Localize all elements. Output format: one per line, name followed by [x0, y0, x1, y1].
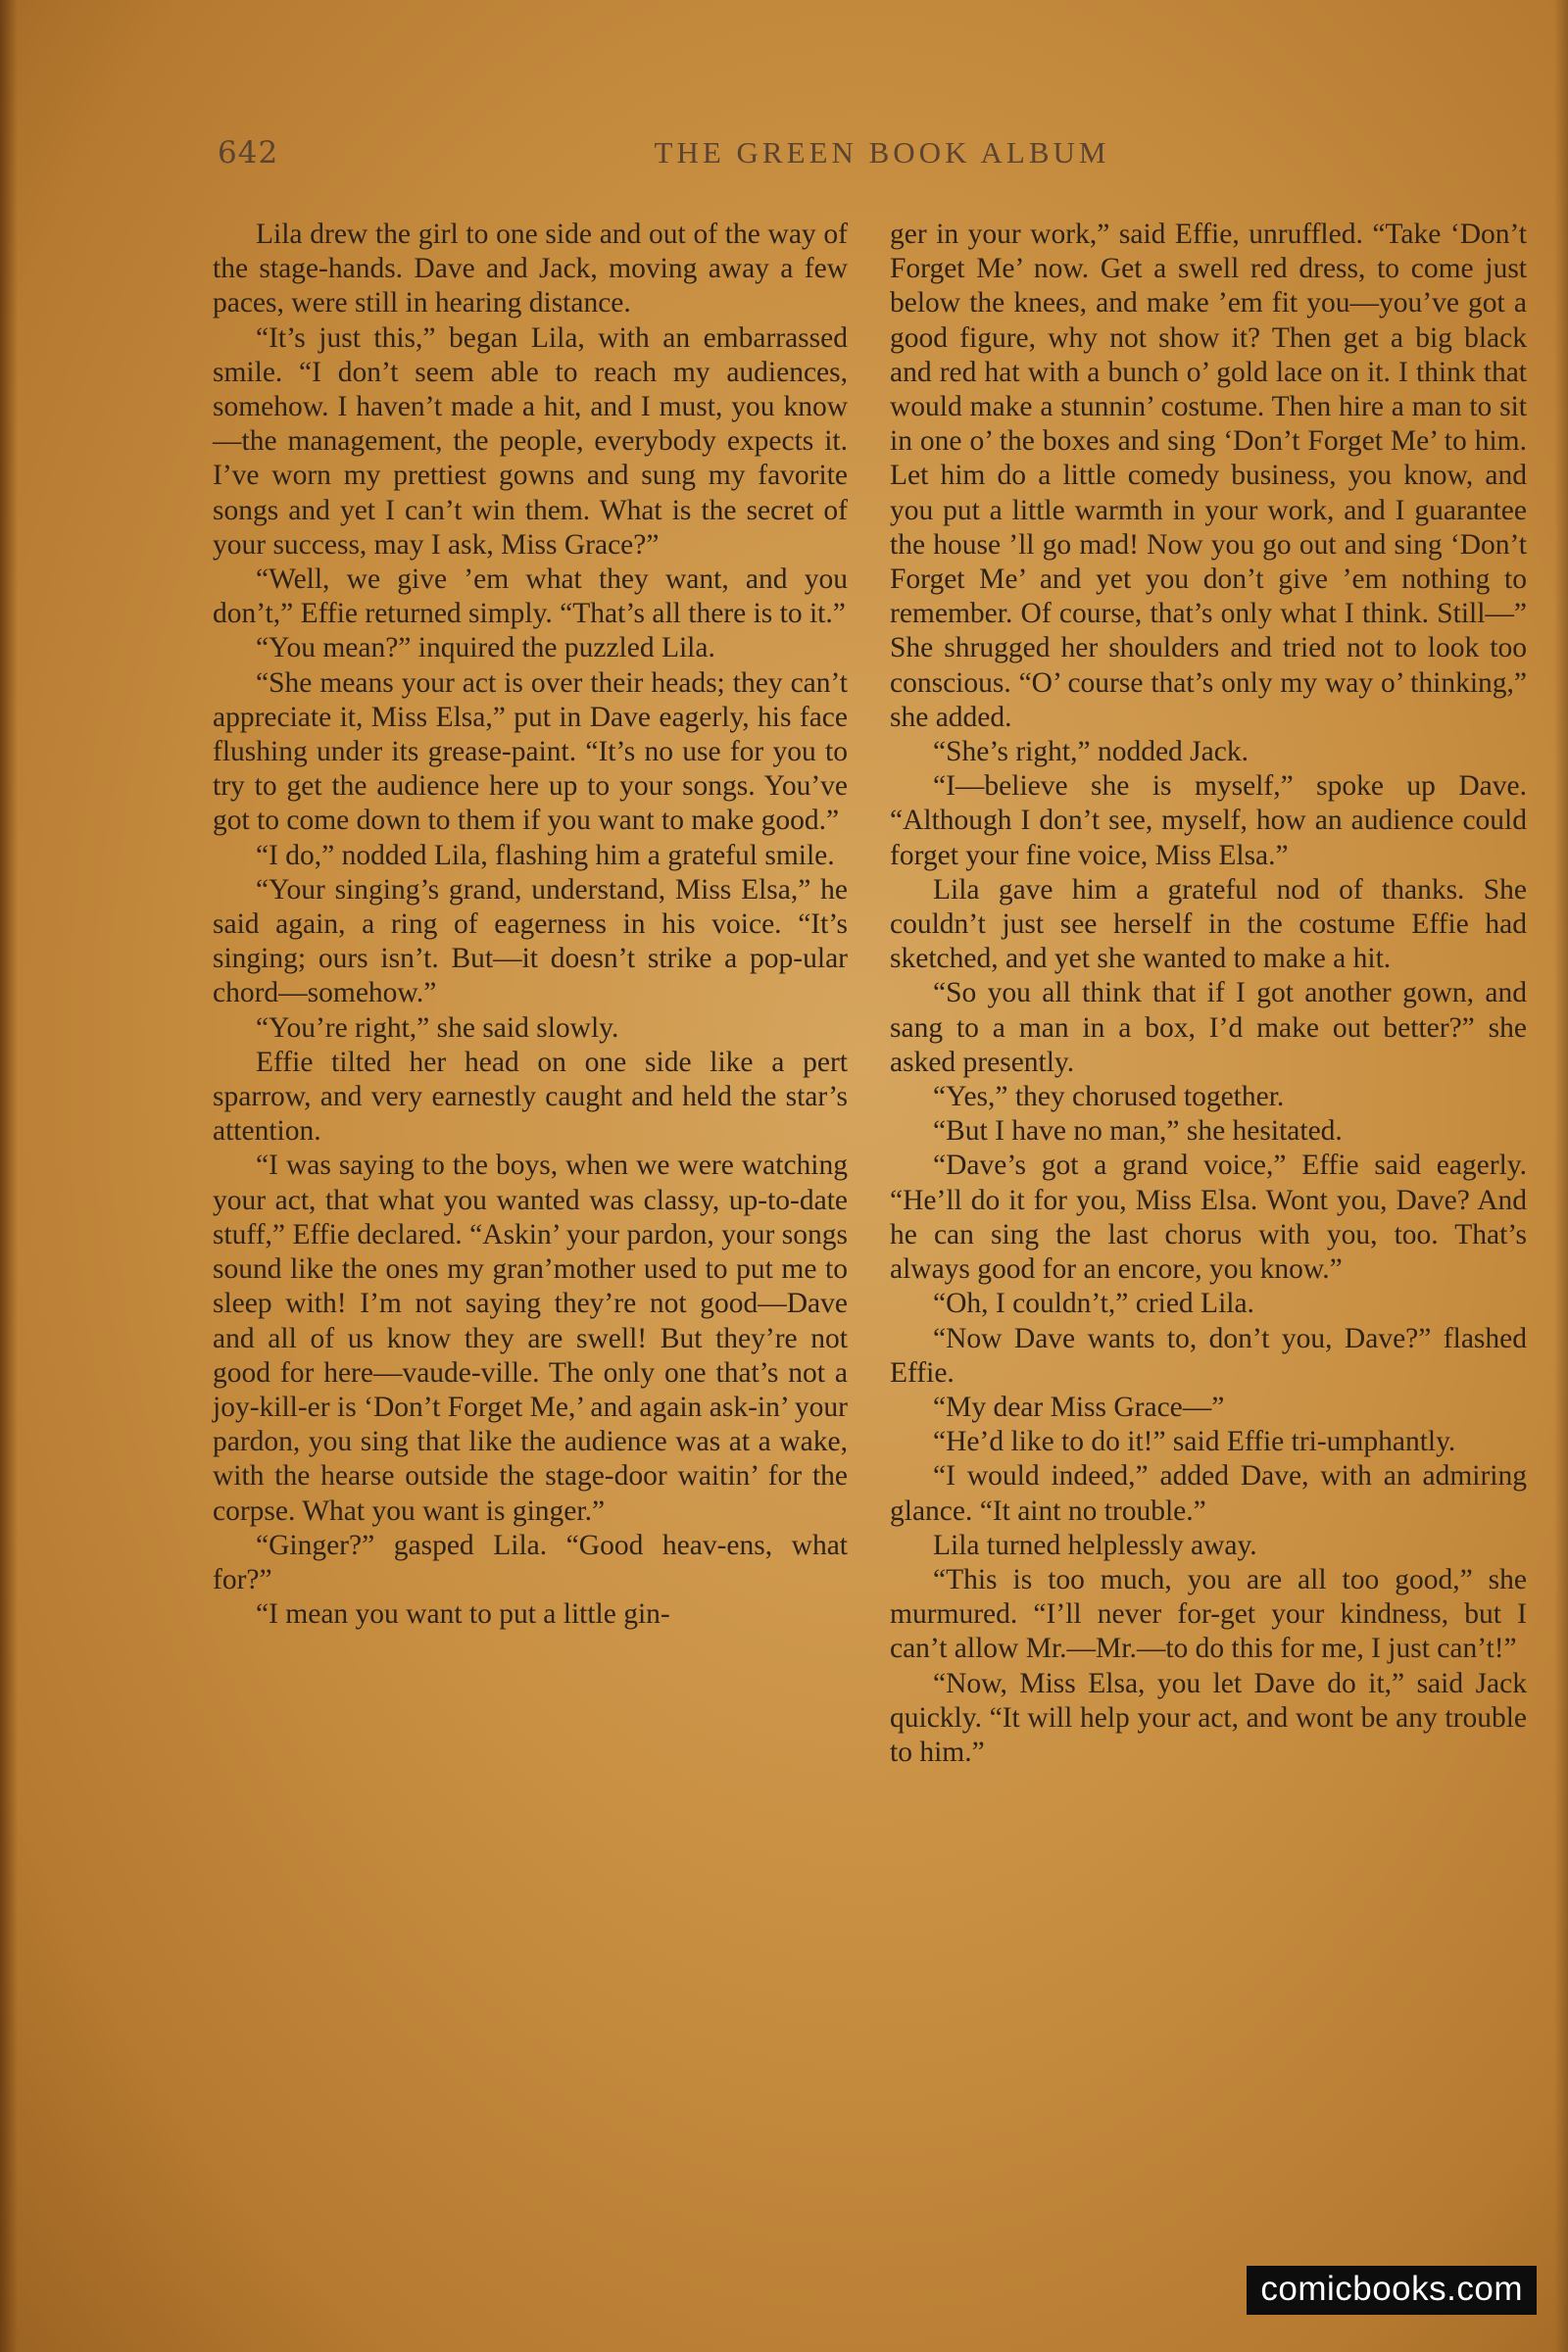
paragraph: “Oh, I couldn’t,” cried Lila.: [933, 1288, 1254, 1320]
paragraph: “Ginger?” gasped Lila. “Good heav-ens, what for?”: [213, 1529, 848, 1595]
paragraph: “I was saying to the boys, when we were watching your act, that what you wanted was classy, up-to-date stuff,” Effie declared. “Askin’ your pardon, your songs sound like the ones my gran’mother used to put me to sleep with! I’m not saying they’re not good—Dave and all of us know they are swell! But they’re not good for here—vaude-ville. The only one that’s not a joy-kill-er is ‘Don’t Forget Me,’ and again ask-in’ your pardon, you sing that like the audience was at a wake, with the hearse outside the stage-door waitin’ for the corpse. What you want is ginger.”: [213, 1150, 848, 1527]
paragraph: “You mean?” inquired the puzzled Lila.: [256, 632, 715, 664]
paragraph: “I mean you want to put a little gin-: [256, 1598, 670, 1631]
paragraph: “So you all think that if I got another gown, and sang to a man in a box, I’d make out better?” she asked presently.: [890, 977, 1527, 1078]
paragraph: “My dear Miss Grace—”: [933, 1391, 1225, 1423]
page-edge-shadow: [1554, 0, 1568, 2352]
paragraph: “You’re right,” she said slowly.: [256, 1011, 619, 1044]
paragraph: Effie tilted her head on one side like a pert sparrow, and very earnestly caught and held the star’s attention.: [213, 1046, 848, 1148]
paragraph: “I would indeed,” added Dave, with an admiring glance. “It aint no trouble.”: [890, 1460, 1527, 1527]
paragraph: “I do,” nodded Lila, flashing him a grateful smile.: [256, 839, 835, 871]
paragraph: “It’s just this,” began Lila, with an embarrassed smile. “I don’t seem able to reach my audiences, somehow. I haven’t made a hit, and I must, you know—the management, the people, everybody expects it. I’ve worn my prettiest gowns and sung my favorite songs and yet I can’t win them. What is the secret of your success, may I ask, Miss Grace?”: [213, 321, 848, 561]
paragraph: “Well, we give ’em what they want, and you don’t,” Effie returned simply. “That’s all there is to it.”: [213, 564, 848, 630]
paragraph: “He’d like to do it!” said Effie tri-umphantly.: [933, 1426, 1456, 1458]
left-column: [213, 218, 848, 1632]
page-spine-shadow: [0, 0, 18, 2352]
paragraph: “Now Dave wants to, don’t you, Dave?” flashed Effie.: [890, 1322, 1527, 1389]
paragraph: “But I have no man,” she hesitated.: [933, 1115, 1343, 1148]
paragraph: Lila gave him a grateful nod of thanks. She couldn’t just see herself in the costume Effie had sketched, and yet she wanted to make a hit.: [890, 873, 1527, 975]
running-title: THE GREEN BOOK ALBUM: [654, 135, 1110, 170]
paragraph: “Now, Miss Elsa, you let Dave do it,” said Jack quickly. “It will help your act, and wont be any trouble to him.”: [890, 1667, 1527, 1768]
paragraph: Lila turned helplessly away.: [933, 1529, 1257, 1561]
paragraph-continued: ger in your work,” said Effie, unruffled. “Take ‘Don’t Forget Me’ now. Get a swell red dress, to come just below the knees, and make ’em fit you—you’ve got a good figure, why not show it? Then get a big black and red hat with a bunch o’ gold lace on it. I think that would make a stunnin’ costume. Then hire a man to sit in one o’ the boxes and sing ‘Don’t Forget Me’ to him. Let him do a little comedy business, you know, and you put a little warmth in your work, and I guarantee the house ’ll go mad! Now you go out and sing ‘Don’t Forget Me’ and yet you don’t give ’em nothing to remember. Of course, that’s only what I think. Still—” She shrugged her shoulders and tried not to look too conscious. “O’ course that’s only my way o’ thinking,” she added.: [890, 219, 1527, 733]
paragraph: “I—believe she is myself,” spoke up Dave. “Although I don’t see, myself, how an audience could forget your fine voice, Miss Elsa.”: [890, 770, 1527, 871]
paragraph: “Your singing’s grand, understand, Miss Elsa,” he said again, a ring of eagerness in his voice. “It’s singing; ours isn’t. But—it doesn’t strike a pop-ular chord—somehow.”: [213, 873, 848, 1009]
paragraph: “Dave’s got a grand voice,” Effie said eagerly. “He’ll do it for you, Miss Elsa. Wont you, Dave? And he can sing the last chorus with you, too. That’s always good for an encore, you know.”: [890, 1150, 1527, 1286]
page-number: 642: [218, 135, 279, 171]
paragraph: “Yes,” they chorused together.: [933, 1081, 1285, 1113]
right-column: [890, 218, 1527, 1770]
watermark-label: comicbooks.com: [1247, 2266, 1537, 2315]
paragraph: Lila drew the girl to one side and out of the way of the stage-hands. Dave and Jack, moving away a few paces, were still in hearing distance.: [213, 219, 848, 319]
page-header: [218, 135, 1546, 184]
paragraph: “She’s right,” nodded Jack.: [933, 736, 1249, 768]
paragraph: “This is too much, you are all too good,” she murmured. “I’ll never for-get your kindness, but I can’t allow Mr.—Mr.—to do this for me, I just can’t!”: [890, 1563, 1527, 1665]
paragraph: “She means your act is over their heads; they can’t appreciate it, Miss Elsa,” put in Dave eagerly, his face flushing under its grease-paint. “It’s no use for you to try to get the audience here up to your songs. You’ve got to come down to them if you want to make good.”: [213, 666, 848, 837]
